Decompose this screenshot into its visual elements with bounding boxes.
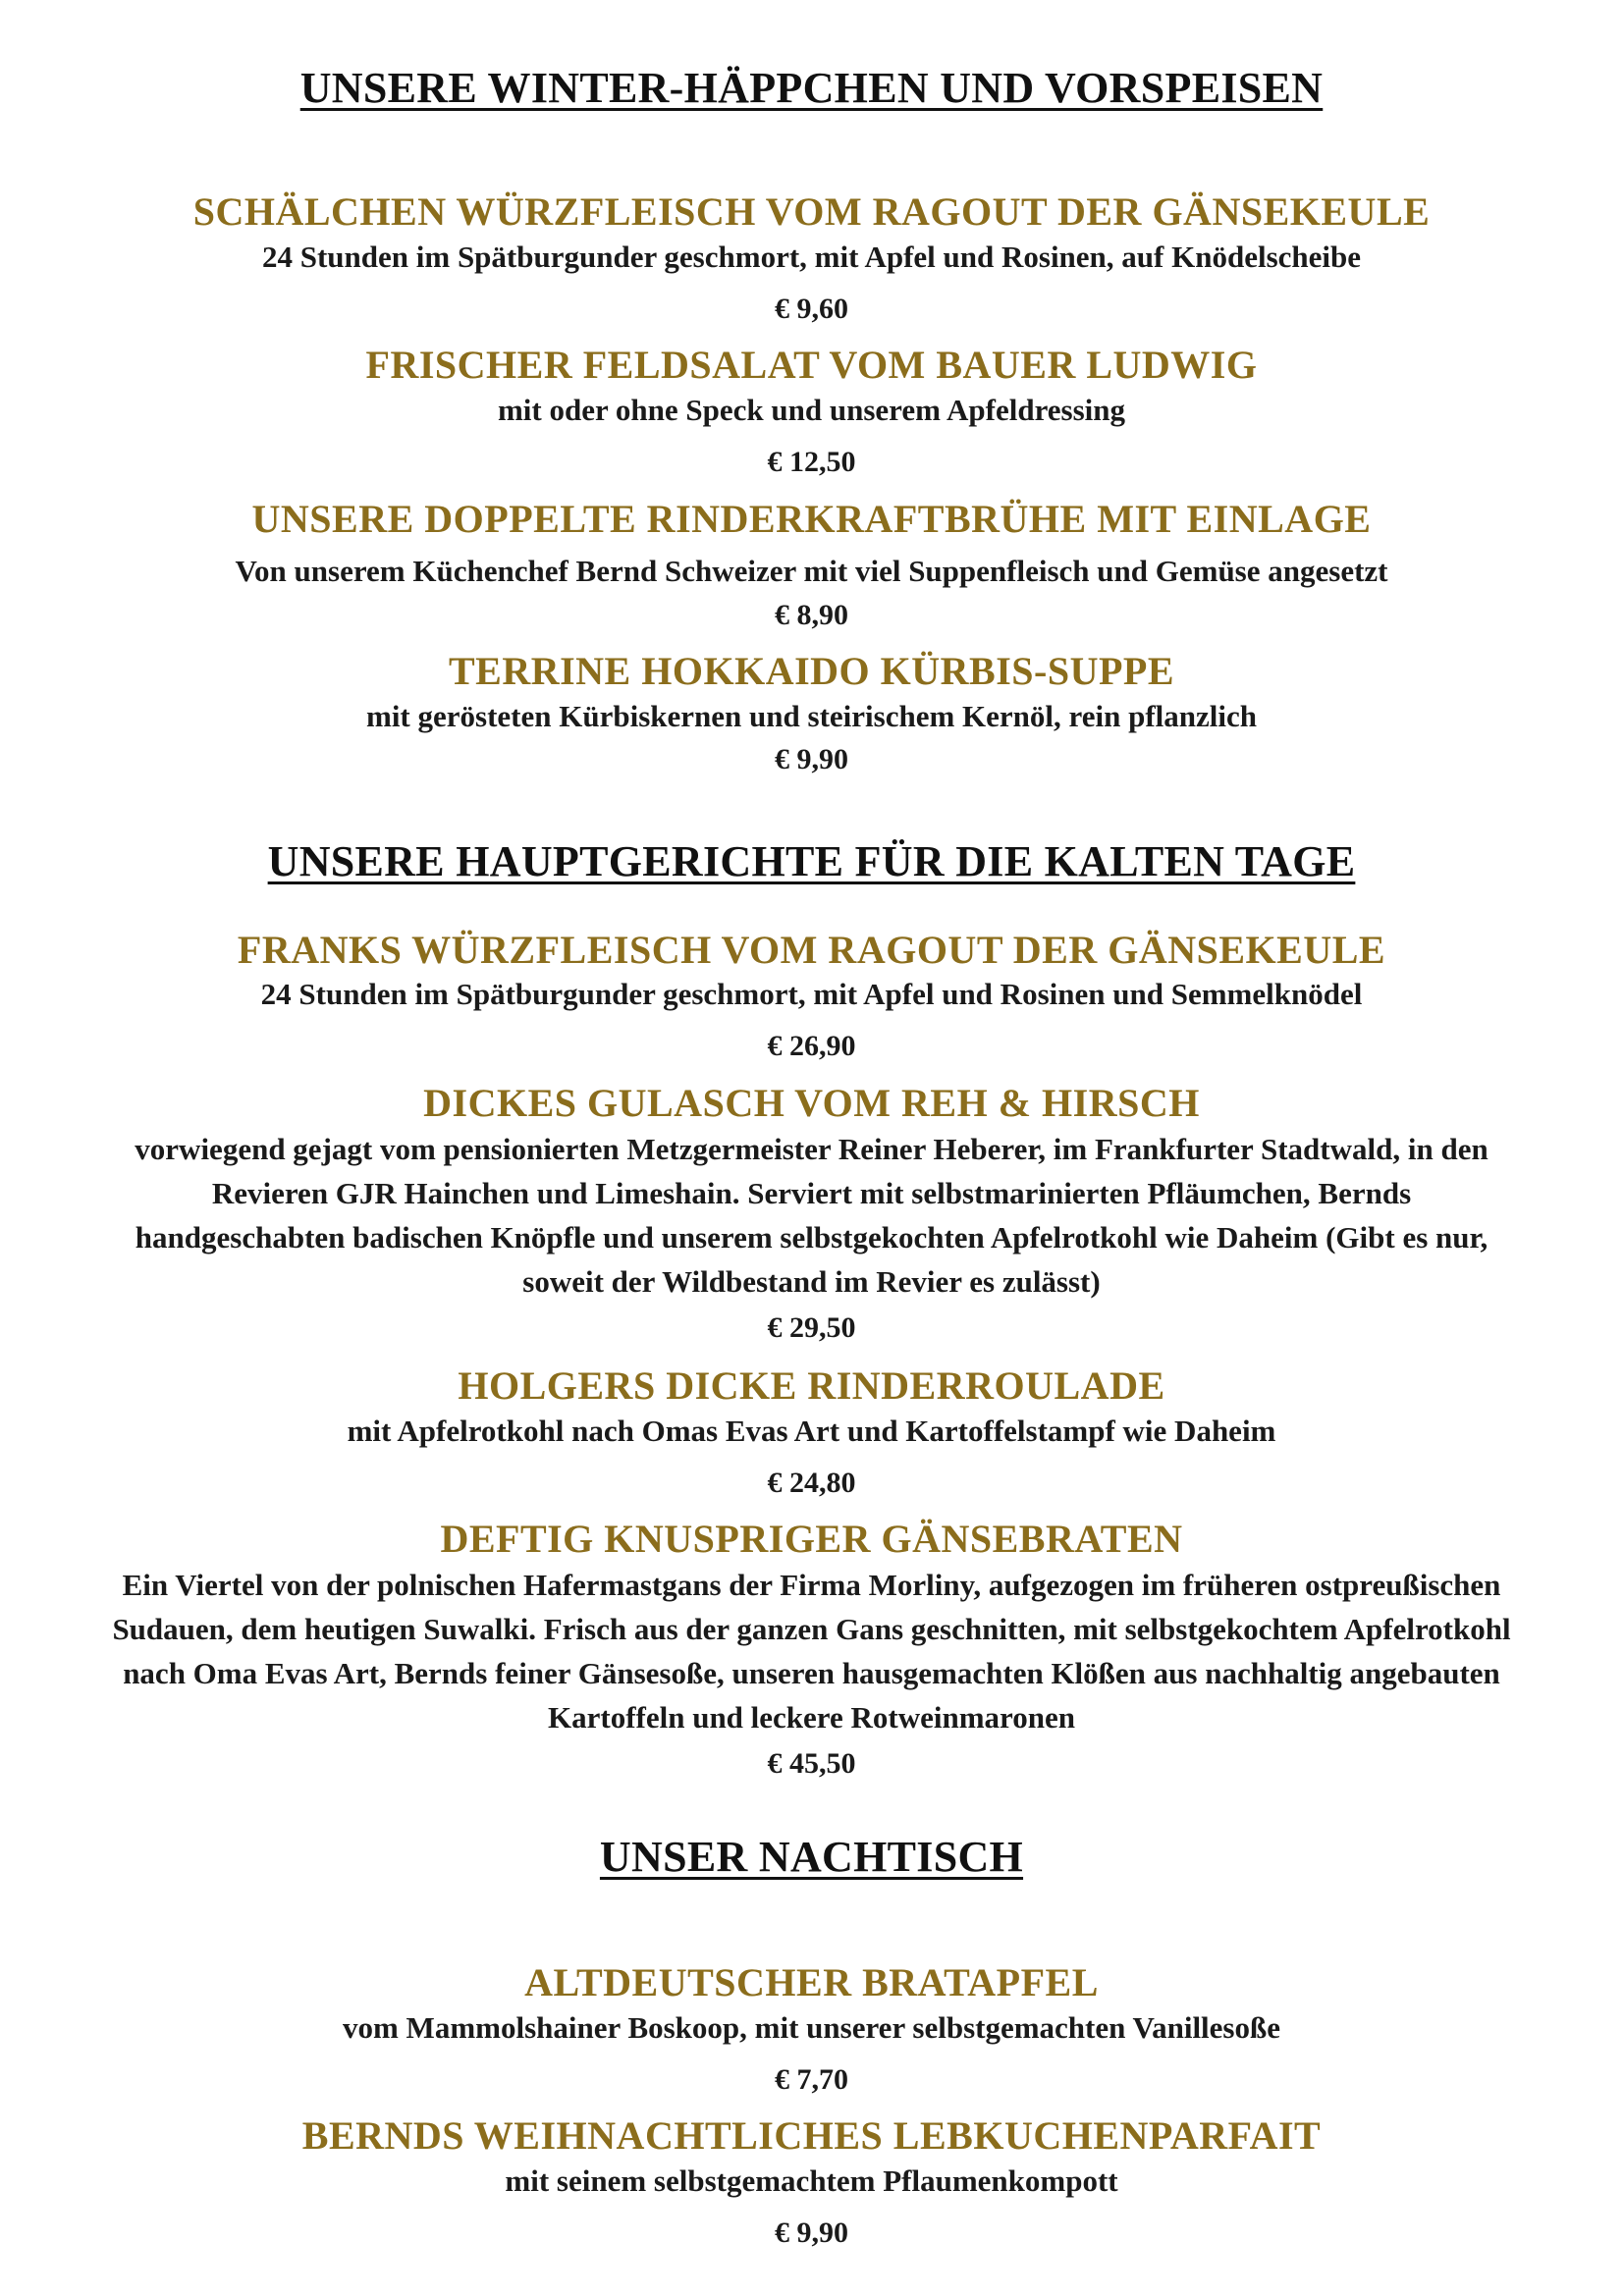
dish-price: € 7,70 [775, 2063, 848, 2096]
dish-description: Von unserem Küchenchef Bernd Schweizer mit viel Suppenfleisch und Gemüse angesetzt [235, 554, 1388, 588]
dish-title: SCHÄLCHEN WÜRZFLEISCH VOM RAGOUT DER GÄNSEKEULE [192, 189, 1431, 234]
dish-price: € 26,90 [767, 1030, 856, 1062]
dish-description: mit seinem selbstgemachtem Pflaumenkompott [505, 2163, 1118, 2198]
dish-description: vorwiegend gejagt vom pensionierten Metzgermeister Reiner Heberer, im Frankfurter Stadtwald, in den Revieren GJR Hainchen und Limeshain. Serviert mit selbstmarinierten Pfläumchen, Bernds handgeschabten badischen Knöpfle und unserem selbstgekochten Apfelrotkohl wie Daheim (Gibt es nur, soweit der Wildbestand im Revier es zulässt) [135, 1132, 1488, 1299]
dish-price: € 45,50 [767, 1747, 856, 1780]
dish-price: € 24,80 [767, 1467, 856, 1499]
dish-title: TERRINE HOKKAIDO KÜRBIS-SUPPE [448, 649, 1175, 693]
dish-title: DEFTIG KNUSPRIGER GÄNSEBRATEN [440, 1517, 1183, 1561]
dish-price: € 9,90 [775, 2216, 848, 2249]
dish-description: mit Apfelrotkohl nach Omas Evas Art und Kartoffelstampf wie Daheim [347, 1414, 1276, 1448]
dish-price: € 12,50 [767, 446, 856, 478]
dish-title: BERNDS WEIHNACHTLICHES LEBKUCHENPARFAIT [301, 2113, 1322, 2158]
dish-description: Ein Viertel von der polnischen Hafermastgans der Firma Morliny, aufgezogen im früheren ostpreußischen Sudauen, dem heutigen Suwalki. Frisch aus der ganzen Gans geschnitten, mit selbstgekochtem Apfelrotkohl nach Oma Evas Art, Bernds feiner Gänsesoße, unseren hausgemachten Klößen aus nachhaltig angebauten Kartoffeln und leckere Rotweinmaronen [112, 1568, 1511, 1735]
dish-title: HOLGERS DICKE RINDERROULADE [458, 1363, 1165, 1408]
dish-price: € 9,60 [775, 293, 848, 325]
dish-title: UNSERE DOPPELTE RINDERKRAFTBRÜHE MIT EINLAGE [251, 497, 1372, 541]
dish-title: FRISCHER FELDSALAT VOM BAUER LUDWIG [365, 343, 1258, 387]
section-title-desserts: UNSER NACHTISCH [599, 1833, 1024, 1881]
dish-title: ALTDEUTSCHER BRATAPFEL [524, 1960, 1099, 2004]
dish-price: € 9,90 [775, 743, 848, 775]
dish-description: 24 Stunden im Spätburgunder geschmort, mit Apfel und Rosinen, auf Knödelscheibe [261, 240, 1362, 274]
section-title-starters: UNSERE WINTER-HÄPPCHEN UND VORSPEISEN [299, 64, 1324, 112]
dish-price: € 29,50 [767, 1311, 856, 1344]
dish-price: € 8,90 [775, 599, 848, 631]
section-title-mains: UNSERE HAUPTGERICHTE FÜR DIE KALTEN TAGE [267, 837, 1356, 885]
dish-description: mit oder ohne Speck und unserem Apfeldressing [497, 393, 1126, 427]
dish-description: mit gerösteten Kürbiskernen und steirischem Kernöl, rein pflanzlich [366, 699, 1257, 733]
dish-description: vom Mammolshainer Boskoop, mit unserer selbstgemachten Vanillesoße [342, 2010, 1280, 2045]
dish-title: FRANKS WÜRZFLEISCH VOM RAGOUT DER GÄNSEKEULE [237, 928, 1386, 972]
dish-title: DICKES GULASCH VOM REH & HIRSCH [423, 1081, 1200, 1125]
dish-description: 24 Stunden im Spätburgunder geschmort, mit Apfel und Rosinen und Semmelknödel [260, 977, 1363, 1011]
